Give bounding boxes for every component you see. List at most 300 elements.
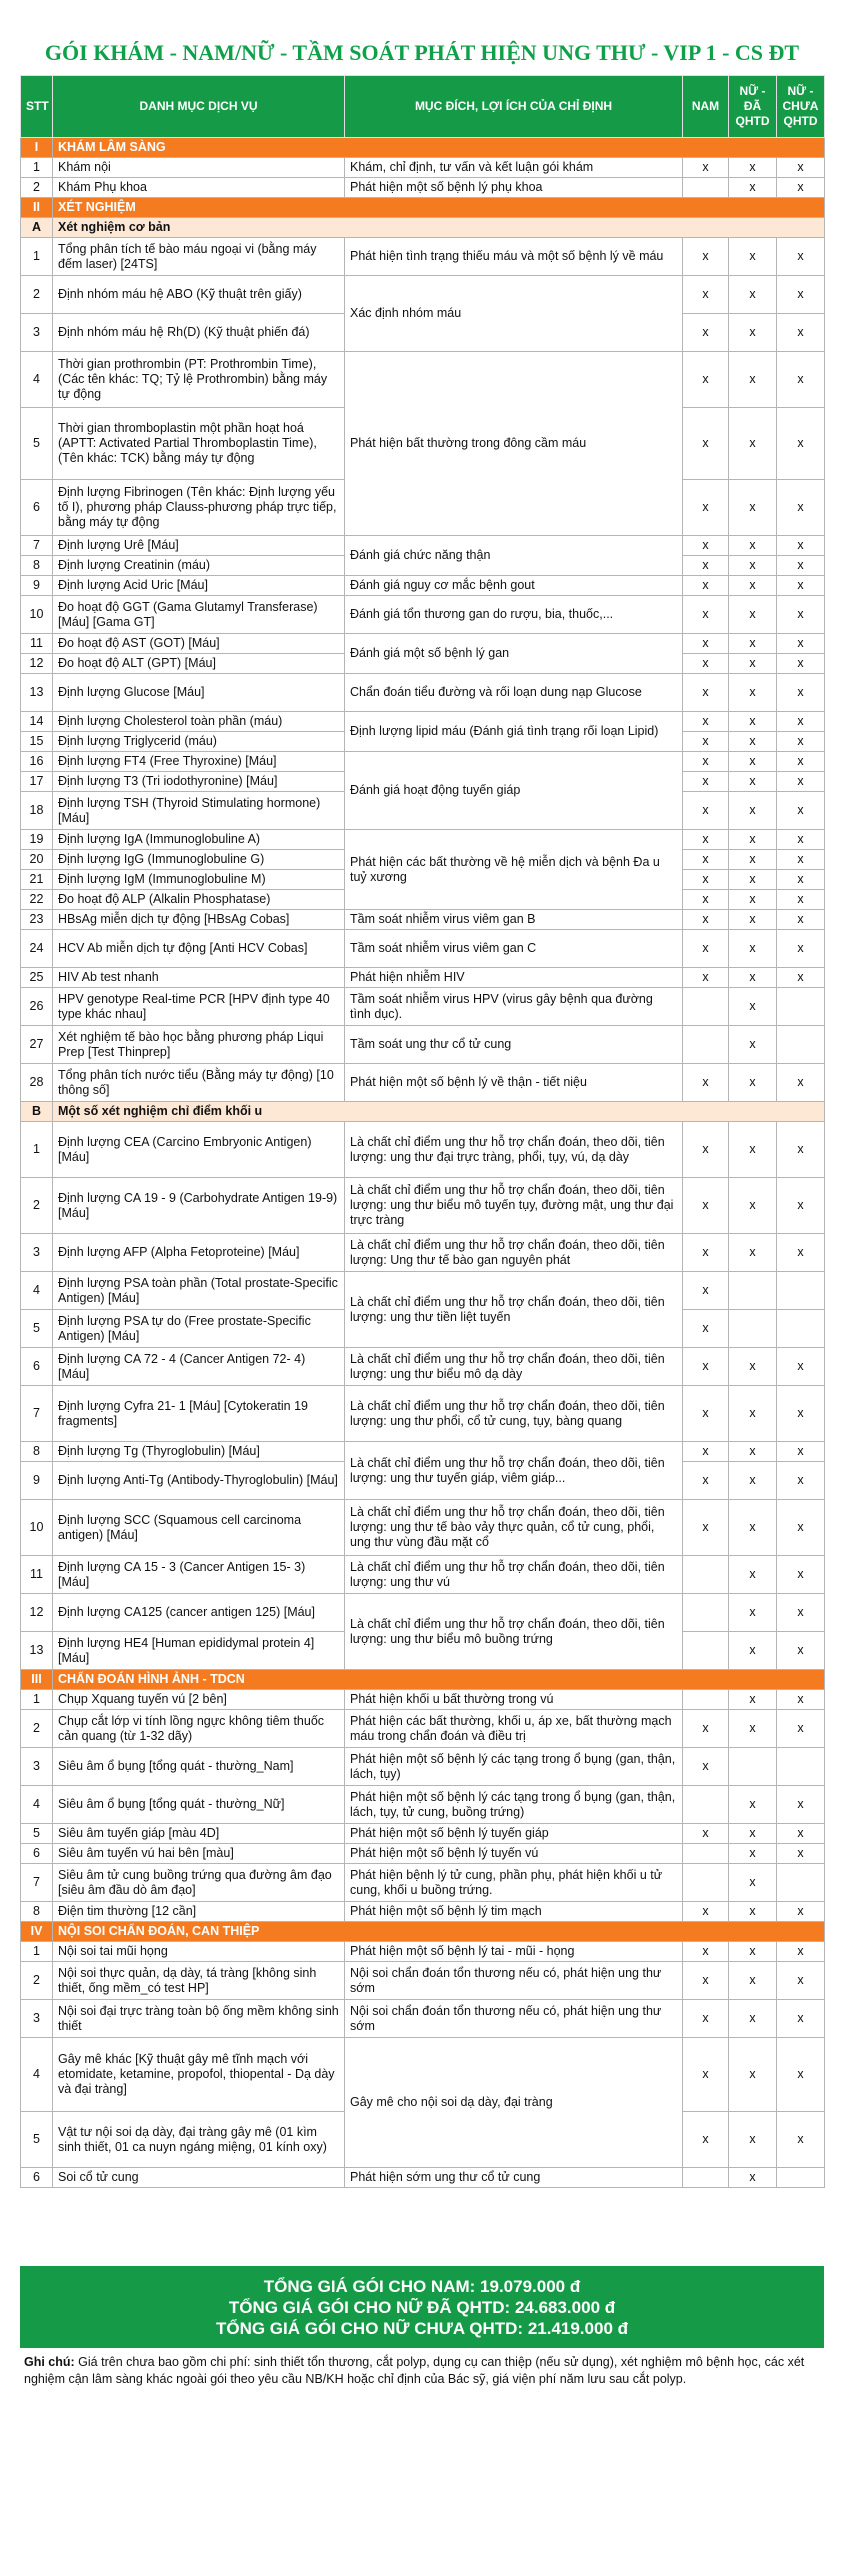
row-number: 28 <box>21 1064 53 1102</box>
table-row <box>21 1844 825 1864</box>
section-label: XÉT NGHIỆM <box>53 198 825 218</box>
row-number: 3 <box>21 1234 53 1272</box>
row-number: 27 <box>21 1026 53 1064</box>
row-number: 9 <box>21 576 53 596</box>
check-male: x <box>683 674 729 712</box>
check-female-single: x <box>777 1234 825 1272</box>
check-female-married: x <box>729 752 777 772</box>
service-name: Siêu âm tuyến giáp [màu 4D] <box>53 1824 345 1844</box>
section-label: Xét nghiệm cơ bản <box>53 218 825 238</box>
service-purpose: Là chất chỉ điểm ung thư hỗ trợ chẩn đoán, theo dõi, tiên lượng: ung thư phổi, cổ tử cung, tụy, bàng quang <box>345 1386 683 1442</box>
check-female-single: x <box>777 890 825 910</box>
section-number: B <box>21 1102 53 1122</box>
service-name: Định nhóm máu hệ Rh(D) (Kỹ thuật phiến đá) <box>53 314 345 352</box>
service-purpose: Phát hiện các bất thường về hệ miễn dịch và bệnh Đa u tuỷ xương <box>345 830 683 910</box>
check-female-married: x <box>729 792 777 830</box>
check-male: x <box>683 536 729 556</box>
check-male: x <box>683 408 729 480</box>
check-female-single: x <box>777 1500 825 1556</box>
service-name: Định lượng CA 15 - 3 (Cancer Antigen 15- 3) [Máu] <box>53 1556 345 1594</box>
check-female-single: x <box>777 910 825 930</box>
service-purpose: Nội soi chẩn đoán tổn thương nếu có, phát hiện ung thư sớm <box>345 2000 683 2038</box>
row-number: 7 <box>21 1386 53 1442</box>
check-female-married: x <box>729 158 777 178</box>
check-female-single: x <box>777 352 825 408</box>
table-row <box>21 276 825 314</box>
service-name: Định lượng CEA (Carcino Embryonic Antigen) [Máu] <box>53 1122 345 1178</box>
service-purpose: Phát hiện một số bệnh lý tim mạch <box>345 1902 683 1922</box>
check-male: x <box>683 792 729 830</box>
service-name: HIV Ab test nhanh <box>53 968 345 988</box>
row-number: 6 <box>21 1844 53 1864</box>
check-female-married: x <box>729 1556 777 1594</box>
service-name: Khám Phụ khoa <box>53 178 345 198</box>
check-female-single <box>777 1864 825 1902</box>
check-female-single: x <box>777 178 825 198</box>
table-row <box>21 930 825 968</box>
table-row <box>21 238 825 276</box>
service-name: Nội soi đại trực tràng toàn bộ ống mềm không sinh thiết <box>53 2000 345 2038</box>
check-female-single: x <box>777 634 825 654</box>
service-name: Định lượng CA125 (cancer antigen 125) [Máu] <box>53 1594 345 1632</box>
row-number: 15 <box>21 732 53 752</box>
check-female-married <box>729 1272 777 1310</box>
service-name: Siêu âm ổ bụng [tổng quát - thường_Nữ] <box>53 1786 345 1824</box>
service-name: Tổng phân tích tế bào máu ngoại vi (bằng máy đếm laser) [24TS] <box>53 238 345 276</box>
check-female-single: x <box>777 276 825 314</box>
page-title: GÓI KHÁM - NAM/NỮ - TẦM SOÁT PHÁT HIỆN UNG THƯ - VIP 1 - CS ĐT <box>44 40 800 65</box>
check-male: x <box>683 1962 729 2000</box>
row-number: 13 <box>21 674 53 712</box>
service-name: Định lượng SCC (Squamous cell carcinoma antigen) [Máu] <box>53 1500 345 1556</box>
service-purpose: Phát hiện nhiễm HIV <box>345 968 683 988</box>
row-number: 12 <box>21 654 53 674</box>
service-purpose: Đánh giá một số bệnh lý gan <box>345 634 683 674</box>
check-female-single: x <box>777 1632 825 1670</box>
service-name: Định lượng Acid Uric [Máu] <box>53 576 345 596</box>
check-female-single: x <box>777 772 825 792</box>
check-female-married: x <box>729 352 777 408</box>
section-label: KHÁM LÂM SÀNG <box>53 138 825 158</box>
service-name: Định lượng Urê [Máu] <box>53 536 345 556</box>
service-purpose: Khám, chỉ định, tư vấn và kết luận gói khám <box>345 158 683 178</box>
service-purpose: Phát hiện một số bệnh lý các tạng trong ổ bụng (gan, thận, lách, tụy, tử cung, buồng trứng) <box>345 1786 683 1824</box>
row-number: 2 <box>21 1178 53 1234</box>
table-row <box>21 1962 825 2000</box>
check-male: x <box>683 1272 729 1310</box>
check-female-single: x <box>777 1122 825 1178</box>
check-female-single: x <box>777 1594 825 1632</box>
row-number: 6 <box>21 480 53 536</box>
check-female-married: x <box>729 1786 777 1824</box>
section-label: CHẨN ĐOÁN HÌNH ẢNH - TDCN <box>53 1670 825 1690</box>
check-male: x <box>683 968 729 988</box>
check-female-single: x <box>777 1844 825 1864</box>
check-female-single: x <box>777 238 825 276</box>
footnote-text: Giá trên chưa bao gồm chi phí: sinh thiết tổn thương, cắt polyp, dụng cụ can thiệp (nếu sử dụng), xét nghiệm mô bệnh học, các xét nghiệm cận lâm sàng khác ngoài gói theo yêu cầu NB/KH hoặc chỉ định của Bác sỹ, giá viện phí năm lưu sau cắt polyp. <box>24 2355 805 2386</box>
row-number: 23 <box>21 910 53 930</box>
service-purpose: Tầm soát ung thư cổ tử cung <box>345 1026 683 1064</box>
table-row <box>21 1902 825 1922</box>
service-name: Chụp cắt lớp vi tính lồng ngực không tiêm thuốc cản quang (từ 1-32 dãy) <box>53 1710 345 1748</box>
check-female-single: x <box>777 480 825 536</box>
service-name: Siêu âm tuyến vú hai bên [màu] <box>53 1844 345 1864</box>
row-number: 19 <box>21 830 53 850</box>
check-female-married: x <box>729 850 777 870</box>
row-number: 17 <box>21 772 53 792</box>
table-row <box>21 1594 825 1632</box>
check-female-married: x <box>729 1844 777 1864</box>
check-female-married <box>729 1310 777 1348</box>
service-purpose: Phát hiện bệnh lý tử cung, phần phụ, phát hiện khối u tử cung, khối u buồng trứng. <box>345 1864 683 1902</box>
check-male <box>683 988 729 1026</box>
row-number: 1 <box>21 238 53 276</box>
check-female-single <box>777 1026 825 1064</box>
service-purpose: Phát hiện khối u bất thường trong vú <box>345 1690 683 1710</box>
check-male <box>683 178 729 198</box>
section-row <box>21 198 825 218</box>
section-row <box>21 1670 825 1690</box>
table-row <box>21 1942 825 1962</box>
check-male <box>683 1690 729 1710</box>
total-male: TỔNG GIÁ GÓI CHO NAM: 19.079.000 đ <box>263 2277 581 2296</box>
service-name: HPV genotype Real-time PCR [HPV định type 40 type khác nhau] <box>53 988 345 1026</box>
total-female-single: TỔNG GIÁ GÓI CHO NỮ CHƯA QHTD: 21.419.000 đ <box>215 2319 629 2338</box>
service-name: Điện tim thường [12 cần] <box>53 1902 345 1922</box>
check-male: x <box>683 1064 729 1102</box>
service-name: Định lượng HE4 [Human epididymal protein 4] [Máu] <box>53 1632 345 1670</box>
row-number: 6 <box>21 1348 53 1386</box>
check-female-single: x <box>777 2112 825 2168</box>
check-female-single: x <box>777 830 825 850</box>
check-female-single <box>777 1748 825 1786</box>
check-female-single: x <box>777 1690 825 1710</box>
table-row <box>21 1026 825 1064</box>
table-row <box>21 158 825 178</box>
row-number: 4 <box>21 2038 53 2112</box>
check-female-married: x <box>729 576 777 596</box>
service-purpose: Xác định nhóm máu <box>345 276 683 352</box>
check-male: x <box>683 1178 729 1234</box>
check-female-single: x <box>777 968 825 988</box>
section-number: III <box>21 1670 53 1690</box>
service-name: Soi cổ tử cung <box>53 2168 345 2188</box>
check-female-single: x <box>777 712 825 732</box>
row-number: 21 <box>21 870 53 890</box>
check-female-single: x <box>777 1462 825 1500</box>
service-name: Định lượng T3 (Tri iodothyronine) [Máu] <box>53 772 345 792</box>
service-purpose: Chẩn đoán tiểu đường và rối loạn dung nạp Glucose <box>345 674 683 712</box>
service-table <box>20 75 825 2188</box>
service-name: Xét nghiệm tế bào học bằng phương pháp Liqui Prep [Test Thinprep] <box>53 1026 345 1064</box>
check-male: x <box>683 654 729 674</box>
check-male: x <box>683 712 729 732</box>
check-female-married: x <box>729 712 777 732</box>
table-row <box>21 1348 825 1386</box>
row-number: 20 <box>21 850 53 870</box>
row-number: 14 <box>21 712 53 732</box>
check-female-married: x <box>729 870 777 890</box>
row-number: 9 <box>21 1462 53 1500</box>
check-female-married: x <box>729 1064 777 1102</box>
row-number: 26 <box>21 988 53 1026</box>
check-female-single <box>777 1310 825 1348</box>
section-number: A <box>21 218 53 238</box>
row-number: 4 <box>21 1786 53 1824</box>
table-row <box>21 1500 825 1556</box>
service-name: Nội soi tai mũi họng <box>53 1942 345 1962</box>
service-purpose: Là chất chỉ điểm ung thư hỗ trợ chẩn đoán, theo dõi, tiên lượng: ung thư tuyến giáp, viêm giáp... <box>345 1442 683 1500</box>
check-male <box>683 1556 729 1594</box>
service-purpose: Nội soi chẩn đoán tổn thương nếu có, phát hiện ung thư sớm <box>345 1962 683 2000</box>
check-male: x <box>683 1942 729 1962</box>
check-male: x <box>683 480 729 536</box>
check-male: x <box>683 556 729 576</box>
table-row <box>21 968 825 988</box>
check-female-single: x <box>777 1556 825 1594</box>
check-male: x <box>683 930 729 968</box>
check-male: x <box>683 2000 729 2038</box>
check-male: x <box>683 576 729 596</box>
service-name: HBsAg miễn dịch tự động [HBsAg Cobas] <box>53 910 345 930</box>
service-name: Định lượng IgM (Immunoglobuline M) <box>53 870 345 890</box>
check-male: x <box>683 830 729 850</box>
service-purpose: Phát hiện một số bệnh lý tuyến giáp <box>345 1824 683 1844</box>
check-male: x <box>683 910 729 930</box>
row-number: 8 <box>21 556 53 576</box>
check-female-married: x <box>729 2038 777 2112</box>
service-name: Chụp Xquang tuyến vú [2 bên] <box>53 1690 345 1710</box>
service-purpose: Phát hiện một số bệnh lý tuyến vú <box>345 1844 683 1864</box>
check-female-married: x <box>729 480 777 536</box>
check-female-single: x <box>777 654 825 674</box>
row-number: 5 <box>21 2112 53 2168</box>
check-male: x <box>683 752 729 772</box>
row-number: 24 <box>21 930 53 968</box>
check-female-married: x <box>729 1462 777 1500</box>
table-row <box>21 1064 825 1102</box>
check-male: x <box>683 890 729 910</box>
check-male: x <box>683 1824 729 1844</box>
row-number: 1 <box>21 1690 53 1710</box>
check-female-single: x <box>777 1786 825 1824</box>
check-female-married: x <box>729 1500 777 1556</box>
table-row <box>21 1386 825 1442</box>
check-female-single: x <box>777 408 825 480</box>
check-female-married: x <box>729 2112 777 2168</box>
table-row <box>21 1748 825 1786</box>
check-female-single: x <box>777 2000 825 2038</box>
check-female-married: x <box>729 276 777 314</box>
service-name: Định lượng CA 72 - 4 (Cancer Antigen 72- 4) [Máu] <box>53 1348 345 1386</box>
table-row <box>21 674 825 712</box>
service-purpose: Là chất chỉ điểm ung thư hỗ trợ chẩn đoán, theo dõi, tiên lượng: ung thư đại trực tràng, phổi, tụy, vú, dạ dày <box>345 1122 683 1178</box>
table-row <box>21 352 825 408</box>
row-number: 1 <box>21 158 53 178</box>
service-purpose: Tầm soát nhiễm virus viêm gan C <box>345 930 683 968</box>
service-purpose: Là chất chỉ điểm ung thư hỗ trợ chẩn đoán, theo dõi, tiên lượng: ung thư tế bào vảy thực quản, cổ tử cung, phổi, ung thư vùng đầu mặt cổ <box>345 1500 683 1556</box>
check-female-married: x <box>729 830 777 850</box>
check-male: x <box>683 870 729 890</box>
check-female-married: x <box>729 556 777 576</box>
check-female-married: x <box>729 1690 777 1710</box>
service-name: Định lượng PSA tự do (Free prostate-Specific Antigen) [Máu] <box>53 1310 345 1348</box>
check-female-single: x <box>777 2038 825 2112</box>
check-female-single: x <box>777 1902 825 1922</box>
check-female-single: x <box>777 792 825 830</box>
row-number: 7 <box>21 536 53 556</box>
service-name: Định lượng Tg (Thyroglobulin) [Máu] <box>53 1442 345 1462</box>
check-female-married: x <box>729 408 777 480</box>
service-name: Định lượng CA 19 - 9 (Carbohydrate Antigen 19-9) [Máu] <box>53 1178 345 1234</box>
table-row <box>21 576 825 596</box>
service-purpose: Là chất chỉ điểm ung thư hỗ trợ chẩn đoán, theo dõi, tiên lượng: ung thư vú <box>345 1556 683 1594</box>
check-male: x <box>683 850 729 870</box>
row-number: 2 <box>21 1710 53 1748</box>
check-female-single: x <box>777 732 825 752</box>
check-male: x <box>683 1902 729 1922</box>
service-name: Siêu âm ổ bụng [tổng quát - thường_Nam] <box>53 1748 345 1786</box>
table-row <box>21 712 825 732</box>
check-female-married: x <box>729 1234 777 1272</box>
row-number: 1 <box>21 1942 53 1962</box>
check-male: x <box>683 1500 729 1556</box>
row-number: 8 <box>21 1442 53 1462</box>
table-row <box>21 1178 825 1234</box>
check-male: x <box>683 2112 729 2168</box>
check-male: x <box>683 158 729 178</box>
check-female-married: x <box>729 2168 777 2188</box>
check-female-married: x <box>729 596 777 634</box>
check-female-married: x <box>729 1386 777 1442</box>
service-name: Siêu âm tử cung buồng trứng qua đường âm đạo [siêu âm đầu dò âm đạo] <box>53 1864 345 1902</box>
service-name: HCV Ab miễn dịch tự động [Anti HCV Cobas] <box>53 930 345 968</box>
footnote-label: Ghi chú: <box>24 2355 75 2369</box>
table-row <box>21 1122 825 1178</box>
check-male: x <box>683 634 729 654</box>
service-name: Nội soi thực quản, dạ dày, tá tràng [không sinh thiết, ống mềm_có test HP] <box>53 1962 345 2000</box>
table-row <box>21 752 825 772</box>
check-female-single: x <box>777 1710 825 1748</box>
check-female-single: x <box>777 576 825 596</box>
check-male: x <box>683 1710 729 1748</box>
table-row <box>21 2038 825 2112</box>
service-purpose: Tầm soát nhiễm virus HPV (virus gây bệnh qua đường tình dục). <box>345 988 683 1026</box>
service-name: Định lượng Anti-Tg (Antibody-Thyroglobulin) [Máu] <box>53 1462 345 1500</box>
check-male: x <box>683 314 729 352</box>
service-purpose: Đánh giá hoạt động tuyến giáp <box>345 752 683 830</box>
check-male: x <box>683 1442 729 1462</box>
header-female-married: NỮ - ĐÃ QHTD <box>729 76 777 138</box>
total-female-married: TỔNG GIÁ GÓI CHO NỮ ĐÃ QHTD: 24.683.000 đ <box>228 2298 616 2317</box>
row-number: 5 <box>21 1824 53 1844</box>
check-female-married: x <box>729 1178 777 1234</box>
row-number: 10 <box>21 1500 53 1556</box>
service-purpose: Đánh giá tổn thương gan do rượu, bia, thuốc,... <box>345 596 683 634</box>
table-row <box>21 536 825 556</box>
check-female-married: x <box>729 988 777 1026</box>
table-row <box>21 1556 825 1594</box>
check-female-married: x <box>729 1632 777 1670</box>
service-purpose: Là chất chỉ điểm ung thư hỗ trợ chẩn đoán, theo dõi, tiên lượng: ung thư biểu mô dạ dày <box>345 1348 683 1386</box>
table-row <box>21 2000 825 2038</box>
table-row <box>21 1710 825 1748</box>
service-purpose: Phát hiện một số bệnh lý các tạng trong ổ bụng (gan, thận, lách, tụy) <box>345 1748 683 1786</box>
row-number: 22 <box>21 890 53 910</box>
table-row <box>21 1824 825 1844</box>
check-male: x <box>683 1462 729 1500</box>
table-row <box>21 1442 825 1462</box>
table-row <box>21 1234 825 1272</box>
service-name: Gây mê khác [Kỹ thuật gây mê tĩnh mạch với etomidate, ketamine, propofol, thiopental - Dạ dày và đại tràng] <box>53 2038 345 2112</box>
check-female-single: x <box>777 1442 825 1462</box>
row-number: 4 <box>21 352 53 408</box>
row-number: 2 <box>21 178 53 198</box>
row-number: 12 <box>21 1594 53 1632</box>
check-female-single: x <box>777 1064 825 1102</box>
table-row <box>21 1786 825 1824</box>
service-name: Đo hoạt độ AST (GOT) [Máu] <box>53 634 345 654</box>
check-female-married: x <box>729 178 777 198</box>
check-female-married: x <box>729 238 777 276</box>
table-row <box>21 2168 825 2188</box>
check-female-single: x <box>777 1942 825 1962</box>
service-name: Định lượng TSH (Thyroid Stimulating hormone) [Máu] <box>53 792 345 830</box>
check-male: x <box>683 596 729 634</box>
section-row <box>21 138 825 158</box>
service-name: Định lượng AFP (Alpha Fetoproteine) [Máu] <box>53 1234 345 1272</box>
section-label: NỘI SOI CHẨN ĐOÁN, CAN THIỆP <box>53 1922 825 1942</box>
row-number: 10 <box>21 596 53 634</box>
check-male <box>683 1594 729 1632</box>
check-female-single: x <box>777 1178 825 1234</box>
check-male: x <box>683 352 729 408</box>
service-purpose: Phát hiện bất thường trong đông cầm máu <box>345 352 683 536</box>
check-male: x <box>683 2038 729 2112</box>
table-row <box>21 596 825 634</box>
check-female-married: x <box>729 1122 777 1178</box>
service-name: Định lượng IgG (Immunoglobuline G) <box>53 850 345 870</box>
check-male <box>683 1844 729 1864</box>
check-female-single: x <box>777 556 825 576</box>
check-male <box>683 1786 729 1824</box>
table-row <box>21 634 825 654</box>
header-stt: STT <box>21 76 53 138</box>
check-female-single: x <box>777 870 825 890</box>
check-female-married: x <box>729 634 777 654</box>
subsection-row <box>21 1102 825 1122</box>
check-female-single: x <box>777 1962 825 2000</box>
check-female-married: x <box>729 1026 777 1064</box>
check-female-married: x <box>729 1962 777 2000</box>
check-female-married: x <box>729 654 777 674</box>
service-purpose: Phát hiện một số bệnh lý phụ khoa <box>345 178 683 198</box>
section-row <box>21 1922 825 1942</box>
row-number: 8 <box>21 1902 53 1922</box>
section-number: II <box>21 198 53 218</box>
row-number: 7 <box>21 1864 53 1902</box>
check-female-married: x <box>729 314 777 352</box>
check-female-single <box>777 1272 825 1310</box>
check-female-married: x <box>729 772 777 792</box>
service-name: Định lượng Cyfra 21- 1 [Máu] [Cytokeratin 19 fragments] <box>53 1386 345 1442</box>
service-purpose: Là chất chỉ điểm ung thư hỗ trợ chẩn đoán, theo dõi, tiên lượng: Ung thư tế bào gan nguyên phát <box>345 1234 683 1272</box>
table-row <box>21 910 825 930</box>
check-male <box>683 1026 729 1064</box>
check-female-single: x <box>777 314 825 352</box>
check-male: x <box>683 1348 729 1386</box>
row-number: 11 <box>21 634 53 654</box>
